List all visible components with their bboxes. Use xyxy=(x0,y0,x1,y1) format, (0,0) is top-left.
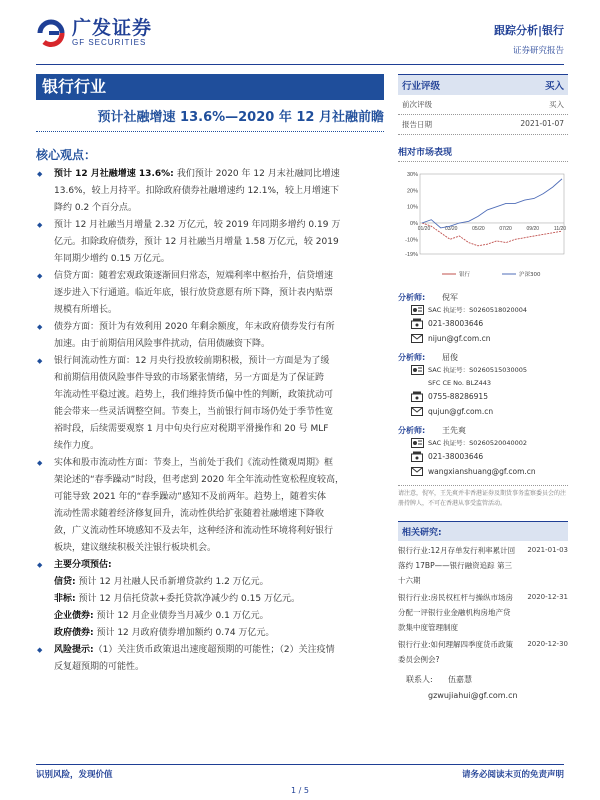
bullet-text-line: 逐步进入下行通道。临近年底，银行放贷意愿有所下降，预计表内贴票 xyxy=(54,288,334,298)
rating-row-label: 前次评级 xyxy=(402,100,432,109)
analyst-email-text[interactable]: nijun@gf.com.cn xyxy=(428,334,491,343)
contact-person xyxy=(398,671,568,703)
bullet-text-line: 银行间流动性方面：12 月央行投放较前期积极，预计一方面是为了缓 xyxy=(54,356,330,366)
logo-text-cn: 广发证券 xyxy=(72,17,153,39)
bullet-text-line: 架论述的“春季躁动”时段，但考虑到 2020 年全年流动性宽松程度较高， xyxy=(54,475,344,485)
estimate-text: 预计 12 月政府债券增加额约 0.74 万亿元。 xyxy=(93,628,275,638)
bullet-icon: ◆ xyxy=(37,646,43,654)
cert-icon xyxy=(406,365,428,375)
bullet-text-line: 我们预计 2020 年 12 月末社融同比增速 xyxy=(176,169,340,179)
analyst-email-text[interactable]: qujun@gf.com.cn xyxy=(428,407,494,416)
chart-y-tick-label: -19% xyxy=(405,252,418,258)
chart-y-tick-label: -10% xyxy=(405,237,418,244)
contact-name: 伍嘉慧 xyxy=(448,674,472,684)
rating-row xyxy=(398,115,568,135)
analyst-header xyxy=(398,292,568,303)
report-type: 跟踪分析|银行 xyxy=(493,24,564,37)
risk-line-1: （1）关注货币政策退出速度超预期的可能性；（2）关注疫情 xyxy=(93,645,335,655)
analyst-header xyxy=(398,425,568,436)
estimate-text: 预计 12 月信托贷款+委托贷款净减少约 0.15 万亿元。 xyxy=(75,594,300,604)
footer-divider xyxy=(36,764,564,765)
analyst-email[interactable] xyxy=(406,404,568,419)
core-views-body xyxy=(36,166,384,676)
relative-performance-chart xyxy=(398,168,568,284)
chart-plot-area xyxy=(417,174,567,254)
analyst-phone-text: 021-38003646 xyxy=(428,319,484,328)
related-title[interactable]: 银行行业:房民权杠杆与操纵市场房分配一评银行业金融机构房地产贷款集中度管理制度 xyxy=(398,593,514,632)
phone-icon xyxy=(406,318,428,329)
bullet-text-line: 加速。由于前期信用风险事件扰动，信用债融资下降。 xyxy=(54,339,271,349)
risk-warning xyxy=(36,642,384,676)
bullet-bold-lead: 主要分项预估: xyxy=(54,560,112,570)
analyst-cert xyxy=(406,363,568,376)
related-research-item[interactable] xyxy=(398,541,568,588)
bullet-text-line: 板块，建议继续积极关注银行板块机会。 xyxy=(54,543,217,553)
related-title[interactable]: 银行行业:12月存单发行利率累计回落约 17BP——银行融资追踪 第三十六期 xyxy=(398,546,516,585)
cert-icon xyxy=(406,305,428,315)
bullet-icon: ◆ xyxy=(37,170,43,178)
logo-text-en: GF SECURITIES xyxy=(72,38,147,47)
bullet-icon: ◆ xyxy=(37,221,43,229)
estimate-label: 企业债券: xyxy=(54,611,94,621)
license-note: 请注意，倪军，王先爽并非香港证券及期货事务监察委员会的注册持牌人，不可在香港从事受监管活动。 xyxy=(398,485,568,509)
bullet-text-line: 预计 12 月社融当月增量 2.32 万亿元，较 2019 年同期多增约 0.19 万 xyxy=(54,220,341,230)
related-date: 2021-01-03 xyxy=(527,546,568,554)
core-view-bullet xyxy=(36,268,384,319)
bullet-text-line: 年同期少增约 0.15 万亿元。 xyxy=(54,254,170,264)
bullet-text-line: 续作力度。 xyxy=(54,441,100,451)
company-logo xyxy=(36,18,152,48)
estimate-item xyxy=(36,608,384,625)
rating-label: 行业评级 xyxy=(402,81,441,92)
chart-x-tick-label: 11/20 xyxy=(553,225,567,232)
analyst-phone xyxy=(406,449,568,464)
bullet-text-line: 裕时段，后续需要观察 1 月中旬央行应对税期平滑操作和 20 号 MLF xyxy=(54,424,329,434)
report-subtitle: 预计社融增速 13.6%—2020 年 12 月社融前瞻 xyxy=(36,106,384,132)
chart-x-tick-label: 05/20 xyxy=(472,225,485,232)
bullet-text-line: 债券方面：预计为有效利用 2020 年剩余额度，年末政府债券发行有所 xyxy=(54,322,335,332)
core-view-bullet xyxy=(36,319,384,353)
bullet-text-line: 亿元。扣除政府债券，预计 12 月社融当月增量 1.58 万亿元，较 2019 xyxy=(54,237,339,247)
risk-label: 风险提示: xyxy=(54,645,94,655)
estimate-item xyxy=(36,591,384,608)
chart-legend-label: 银行 xyxy=(459,272,471,278)
estimate-item xyxy=(36,625,384,642)
bullet-text-line: 流动性需求随着经济修复回升，流动性供给扩张随着社融增速下降收 xyxy=(54,509,325,519)
bullet-icon: ◆ xyxy=(37,357,43,365)
estimate-label: 政府债券: xyxy=(54,628,94,638)
related-date: 2020-12-30 xyxy=(527,640,568,648)
analyst-email[interactable] xyxy=(406,331,568,346)
bullet-text-line: 规模有所增长。 xyxy=(54,305,118,315)
analyst-name: 倪军 xyxy=(442,293,458,302)
analyst-cert-text: SAC 执证号：S0260520040002 xyxy=(428,439,528,447)
chart-x-tick-label: 09/20 xyxy=(526,225,540,232)
analyst-email[interactable] xyxy=(406,464,568,479)
bullet-icon: ◆ xyxy=(37,323,43,331)
footer-disclaimer: 请务必阅读末页的免责声明 xyxy=(461,770,564,780)
chart-x-tick-label: 01/20 xyxy=(417,225,431,232)
bullet-icon: ◆ xyxy=(37,272,43,280)
core-view-bullet xyxy=(36,217,384,268)
logo-mark-icon xyxy=(36,18,66,48)
risk-line-2: 反复超预期的可能性。 xyxy=(54,662,145,672)
analyst-cert xyxy=(406,303,568,316)
chart-y-tick-label: 0% xyxy=(410,220,418,227)
analyst-phone-text: 0755-88286915 xyxy=(428,392,488,401)
page-number: 1 / 5 xyxy=(291,786,309,795)
chart-x-tick-label: 07/20 xyxy=(499,225,512,232)
bullet-text-line: 可能导致 2021 年的“春季躁动”感知不及前两年。趋势上，随着实体 xyxy=(54,492,326,502)
rating-row-value: 买入 xyxy=(549,100,564,109)
analyst-cert xyxy=(406,436,568,449)
chart-series-line xyxy=(422,223,562,246)
analyst-cert-text: SAC 执证号：S0260518020004 xyxy=(428,306,528,314)
email-icon xyxy=(406,407,428,416)
analyst-extra-text: SFC CE No. BLZ443 xyxy=(428,378,491,387)
analyst-name: 屈俊 xyxy=(442,353,458,362)
header-divider xyxy=(36,64,564,65)
rating-row-value: 2021-01-07 xyxy=(520,119,564,128)
estimate-item xyxy=(36,574,384,591)
rating-header xyxy=(398,74,568,95)
core-view-bullet xyxy=(36,353,384,455)
bullet-text-line: 13.6%，较上月持平。扣除政府债券社融增速约 12.1%，较上月增速下 xyxy=(54,186,340,196)
bullet-text-line: 年流动性平稳过渡。趋势上，我们维持货币偏中性的判断，政策扰动可 xyxy=(54,390,334,400)
email-icon xyxy=(406,334,428,343)
email-icon xyxy=(406,467,428,476)
related-date: 2020-12-31 xyxy=(527,593,568,601)
bullet-text-line: 实体和股市流动性方面：节奏上，当前处于我们《流动性微观周期》框 xyxy=(54,458,334,468)
phone-icon xyxy=(406,451,428,462)
analyst-label: 分析师: xyxy=(398,426,426,435)
industry-title: 银行行业 xyxy=(36,74,384,100)
rating-value: 买入 xyxy=(544,81,564,92)
analyst-header xyxy=(398,352,568,363)
cert-icon xyxy=(406,438,428,448)
estimate-label: 非标: xyxy=(54,594,76,604)
related-research-title: 相关研究: xyxy=(398,521,568,541)
contact-label: 联系人: xyxy=(406,674,433,684)
chart-x-tick-label: 03/20 xyxy=(444,225,458,232)
core-views-heading: 核心观点： xyxy=(36,148,97,162)
core-view-bullet xyxy=(36,455,384,557)
analyst-phone xyxy=(406,316,568,331)
estimate-label: 信贷: xyxy=(54,577,76,587)
header-right xyxy=(494,22,564,56)
analyst-cert-text: SAC 执证号：S0260515030005 xyxy=(428,366,528,374)
bullet-text-line: 和前期信用债风险事件导致的市场紧张情绪，另一方面是为了保证跨 xyxy=(54,373,325,383)
chart-y-tick-label: 10% xyxy=(406,204,418,211)
phone-icon xyxy=(406,391,428,402)
core-view-bullet xyxy=(36,166,384,217)
bullet-icon: ◆ xyxy=(37,561,43,569)
bullet-bold-lead: 预计 12 月社融增速 13.6%: xyxy=(54,169,177,179)
analyst-phone xyxy=(406,389,568,404)
footer-slogan: 识别风险，发现价值 xyxy=(36,770,113,780)
core-view-bullet xyxy=(36,557,384,574)
related-research-item[interactable] xyxy=(398,635,568,667)
bullet-text-line: 降约 0.2 个百分点。 xyxy=(54,203,138,213)
bullet-icon: ◆ xyxy=(37,459,43,467)
chart-legend-label: 沪深300 xyxy=(519,272,541,278)
bullet-text-line: 能会带来一些灵活调整空间。节奏上，当前银行间市场仍处于季节性宽 xyxy=(54,407,334,417)
analyst-phone-text: 021-38003646 xyxy=(428,452,484,461)
bullet-text-line: 信贷方面：随着宏观政策逐渐回归常态，短端利率中枢抬升，信贷增速 xyxy=(54,271,334,281)
rating-row xyxy=(398,95,568,115)
market-performance-title: 相对市场表现 xyxy=(398,145,568,162)
estimate-text: 预计 12 月社融人民币新增贷款约 1.2 万亿元。 xyxy=(75,577,269,587)
report-category: 证券研究报告 xyxy=(512,46,564,56)
chart-y-tick-label: 20% xyxy=(406,188,418,195)
related-title[interactable]: 银行行业:如何理解四季度货币政策委员会例会? xyxy=(398,640,514,664)
analyst-list xyxy=(398,292,568,479)
analyst-email-text[interactable]: wangxianshuang@gf.com.cn xyxy=(428,467,536,476)
analyst-extra xyxy=(406,376,568,389)
contact-email[interactable]: gzwujiahui@gf.com.cn xyxy=(428,690,518,700)
chart-y-tick-label: 30% xyxy=(406,172,418,178)
estimate-text: 预计 12 月企业债券当月减少 0.1 万亿元。 xyxy=(93,611,269,621)
analyst-label: 分析师: xyxy=(398,353,426,362)
related-research-item[interactable] xyxy=(398,588,568,635)
rating-row-label: 报告日期 xyxy=(402,120,432,129)
analyst-name: 王先爽 xyxy=(442,426,466,435)
chart-series-line xyxy=(422,179,562,228)
related-research-list xyxy=(398,541,568,667)
sidebar xyxy=(398,74,568,703)
bullet-text-line: 敛，广义流动性环境感知不及去年，这种经济和流动性环境将利好银行 xyxy=(54,526,334,536)
analyst-label: 分析师: xyxy=(398,293,426,302)
